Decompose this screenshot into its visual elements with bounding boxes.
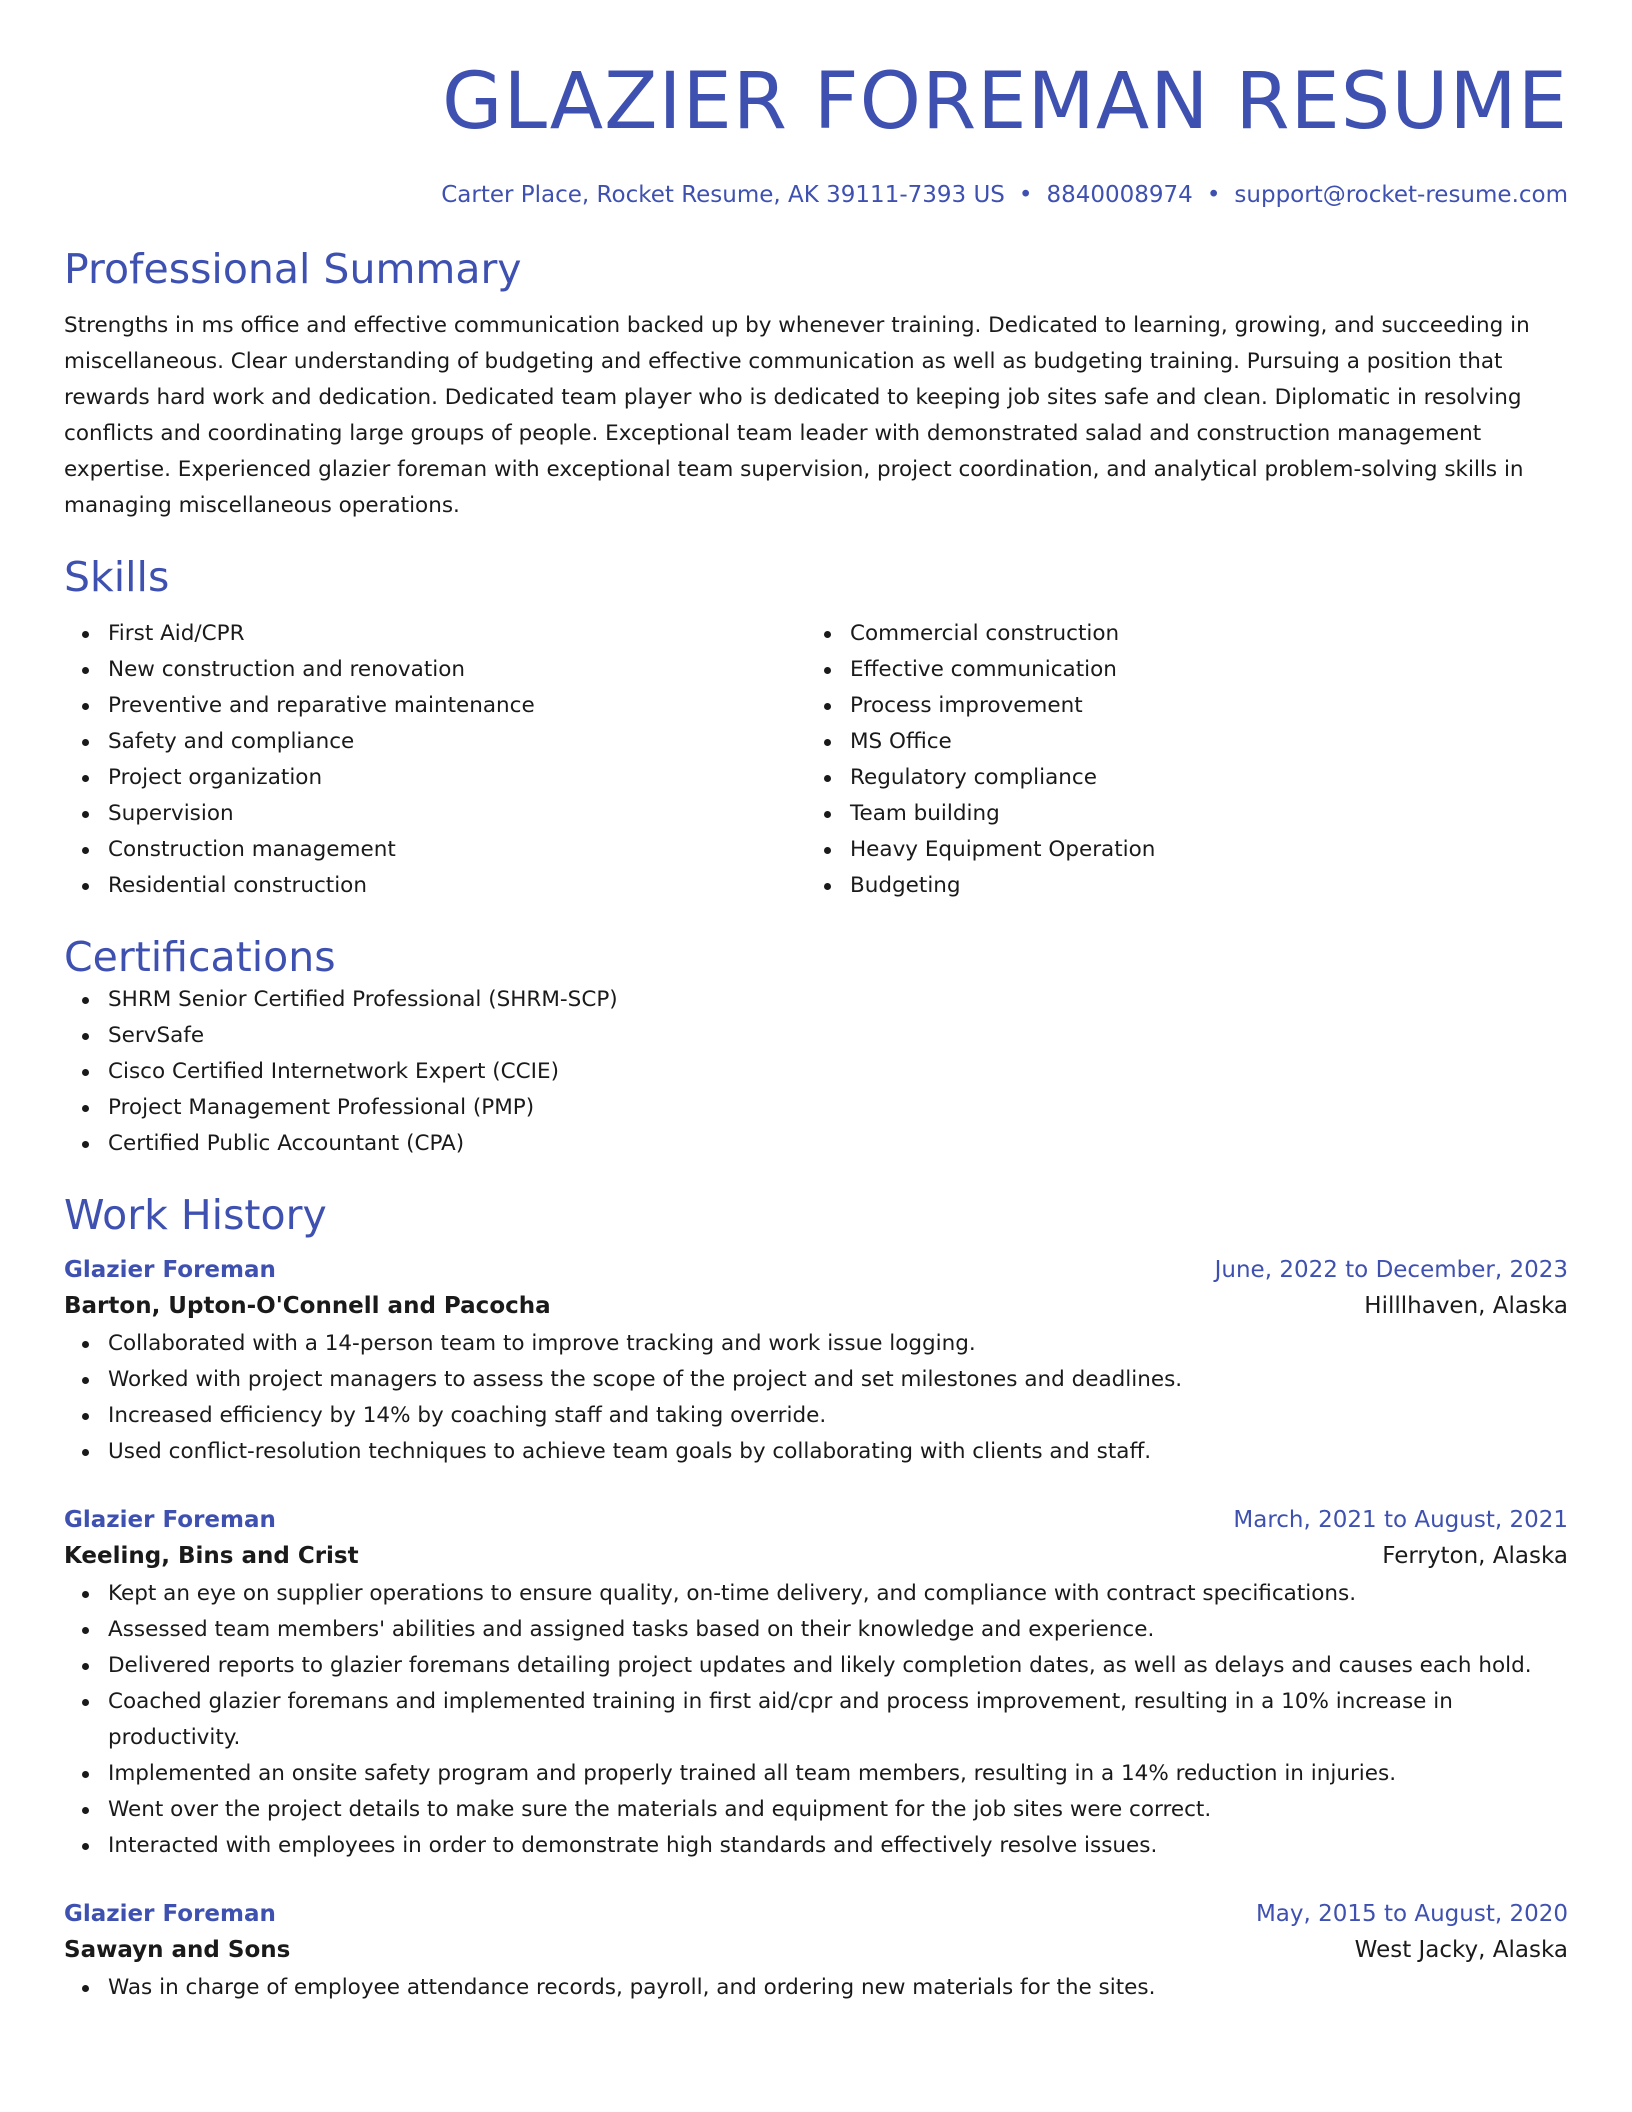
job-bullet: Delivered reports to glazier foremans detailing project updates and likely completion dates, as well as delays and causes each hold. (108, 1648, 1568, 1684)
skills-heading: Skills (64, 553, 170, 601)
job-bullet: Implemented an onsite safety program and properly trained all team members, resulting in a 14% reduction in injuries. (108, 1756, 1568, 1792)
skill-item: Team building (850, 796, 1548, 832)
job-bullet: Kept an eye on supplier operations to ensure quality, on-time delivery, and compliance with contract specifications. (108, 1576, 1568, 1612)
summary-text: Strengths in ms office and effective communication backed up by whenever training. Dedicated to learning, growing, and succeeding in miscellaneous. Clear understanding of budgeting and effective communication as well as budgeting training. Pursuing a position that rewards hard work and dedication. Dedicated team player who is dedicated to keeping job sites safe and clean. Diplomatic in resolving conflicts and coordinating large groups of people. Exceptional team leader with demonstrated salad and construction management expertise. Experienced glazier foreman with exceptional team supervision, project coordination, and analytical problem-solving skills in managing miscellaneous operations. (64, 313, 1530, 518)
certifications-list (64, 982, 1568, 1162)
job-bullet: Interacted with employees in order to demonstrate high standards and effectively resolve issues. (108, 1828, 1568, 1864)
job-location: Hilllhaven, Alaska (1364, 1293, 1568, 1319)
skill-item: Effective communication (850, 652, 1548, 688)
contact-separator: • (1206, 182, 1221, 208)
job-company-row (64, 1930, 1568, 1970)
job-bullet: Increased efficiency by 14% by coaching staff and taking override. (108, 1398, 1568, 1434)
job-header-row (64, 1898, 1568, 1930)
skill-item: Safety and compliance (108, 724, 806, 760)
skill-item: Supervision (108, 796, 806, 832)
job-role: Glazier Foreman (64, 1507, 276, 1533)
job-bullet: Coached glazier foremans and implemented training in first aid/cpr and process improvement, resulting in a 10% increase in productivity. (108, 1684, 1568, 1756)
job-bullet: Assessed team members' abilities and assigned tasks based on their knowledge and experience. (108, 1612, 1568, 1648)
job-location: Ferryton, Alaska (1382, 1543, 1568, 1569)
job-entry (64, 1254, 1568, 1470)
skills-grid (64, 616, 1568, 904)
skill-item: Budgeting (850, 868, 1548, 904)
certification-item: SHRM Senior Certified Professional (SHRM-SCP) (108, 982, 1568, 1018)
skills-list-left (64, 616, 806, 904)
job-dates: March, 2021 to August, 2021 (1233, 1507, 1568, 1533)
skill-item: MS Office (850, 724, 1548, 760)
certifications-heading: Certifications (64, 933, 336, 981)
contact-email[interactable]: support@rocket-resume.com (1234, 182, 1568, 208)
skill-item: Preventive and reparative maintenance (108, 688, 806, 724)
job-bullet: Was in charge of employee attendance records, payroll, and ordering new materials for the sites. (108, 1970, 1568, 2006)
job-dates: June, 2022 to December, 2023 (1214, 1257, 1568, 1283)
skill-item: Regulatory compliance (850, 760, 1548, 796)
job-bullets (64, 1326, 1568, 1470)
job-company-row (64, 1536, 1568, 1576)
work-history-heading: Work History (64, 1191, 327, 1239)
skill-item: Residential construction (108, 868, 806, 904)
job-role: Glazier Foreman (64, 1901, 276, 1927)
skills-column-left (64, 616, 806, 904)
contact-line (64, 180, 1568, 210)
job-company: Keeling, Bins and Crist (64, 1543, 359, 1569)
skill-item: Commercial construction (850, 616, 1548, 652)
job-entry (64, 1504, 1568, 1864)
skill-item: Construction management (108, 832, 806, 868)
summary-heading: Professional Summary (64, 245, 522, 293)
job-company: Barton, Upton-O'Connell and Pacocha (64, 1293, 551, 1319)
skill-item: Process improvement (850, 688, 1548, 724)
job-company: Sawayn and Sons (64, 1937, 291, 1963)
certification-item: Project Management Professional (PMP) (108, 1090, 1568, 1126)
skill-item: Project organization (108, 760, 806, 796)
skills-list-right (806, 616, 1548, 904)
job-location: West Jacky, Alaska (1354, 1937, 1568, 1963)
job-dates: May, 2015 to August, 2020 (1255, 1901, 1568, 1927)
resume-title: GLAZIER FOREMAN RESUME (442, 57, 1568, 147)
contact-address: Carter Place, Rocket Resume, AK 39111-7393 US (441, 182, 1005, 208)
contact-separator: • (1018, 182, 1033, 208)
skill-item: New construction and renovation (108, 652, 806, 688)
job-header-row (64, 1254, 1568, 1286)
job-company-row (64, 1286, 1568, 1326)
job-bullet: Used conflict-resolution techniques to achieve team goals by collaborating with clients and staff. (108, 1434, 1568, 1470)
job-bullet: Went over the project details to make sure the materials and equipment for the job sites were correct. (108, 1792, 1568, 1828)
job-bullet: Worked with project managers to assess the scope of the project and set milestones and deadlines. (108, 1362, 1568, 1398)
certification-item: Certified Public Accountant (CPA) (108, 1126, 1568, 1162)
certification-item: ServSafe (108, 1018, 1568, 1054)
job-role: Glazier Foreman (64, 1257, 276, 1283)
skill-item: Heavy Equipment Operation (850, 832, 1548, 868)
job-bullet: Collaborated with a 14-person team to improve tracking and work issue logging. (108, 1326, 1568, 1362)
contact-phone[interactable]: 8840008974 (1046, 182, 1193, 208)
skills-column-right (806, 616, 1548, 904)
job-bullets (64, 1970, 1568, 2006)
certification-item: Cisco Certified Internetwork Expert (CCIE) (108, 1054, 1568, 1090)
job-header-row (64, 1504, 1568, 1536)
skill-item: First Aid/CPR (108, 616, 806, 652)
job-entry (64, 1898, 1568, 2006)
job-bullets (64, 1576, 1568, 1864)
